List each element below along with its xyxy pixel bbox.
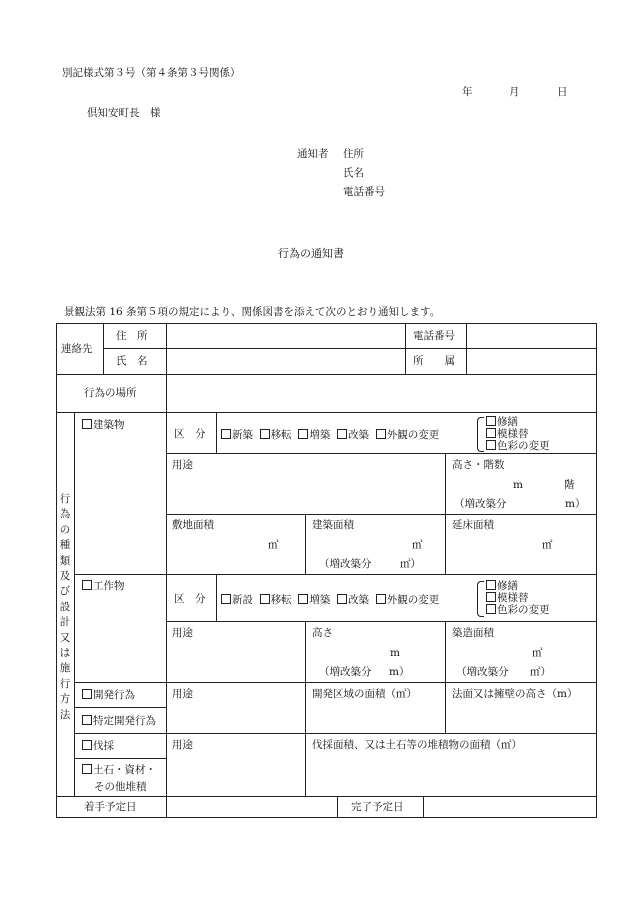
notifier-phone-label: 電話番号: [343, 186, 385, 198]
logging-usage-label: 用途: [172, 739, 193, 751]
structure-repair-opt[interactable]: [486, 604, 550, 616]
start-date-label: 着手予定日: [84, 801, 137, 813]
building-category-label: 区 分: [174, 428, 206, 440]
vertical-char: 行: [59, 493, 71, 505]
building-option[interactable]: [82, 419, 125, 431]
unit-m2: ㎡: [532, 647, 543, 659]
date-day-label: 日: [557, 86, 568, 98]
vertical-char: 方: [59, 693, 71, 706]
checkbox-icon[interactable]: [82, 764, 92, 774]
opt-label: 外観の変更: [386, 429, 440, 441]
opt-label: 新築: [232, 429, 253, 441]
opt-label: 増築: [309, 429, 331, 441]
height-floors-label: 高さ・階数: [452, 459, 505, 471]
slope-height-label: 法面又は擁壁の高さ（m）: [452, 688, 578, 700]
checkbox-icon[interactable]: [221, 429, 231, 439]
building-options: [221, 429, 439, 441]
contact-affiliation-label: 所 属: [413, 355, 455, 367]
unit-m: m: [513, 479, 523, 491]
development-usage-label: 用途: [172, 688, 193, 700]
intro-text: 景観法第 16 条第５項の規定により、関係図書を添えて次のとおり通知します。: [64, 306, 441, 318]
vertical-char: 及: [59, 570, 71, 583]
checkbox-icon[interactable]: [260, 594, 270, 604]
logging-area-label: 伐採面積、又は土石等の堆積物の面積（㎡）: [312, 739, 522, 751]
vertical-char: は: [59, 647, 71, 660]
opt-label: 改築: [348, 594, 370, 606]
unit-m2: ㎡: [268, 539, 279, 551]
addressee: 倶知安町長 様: [87, 107, 161, 119]
soil-label-2: その他堆積: [94, 781, 147, 793]
extension-label: （増改築分: [454, 498, 507, 510]
soil-option[interactable]: [82, 764, 156, 776]
building-repair-options: [486, 416, 550, 452]
end-date-label: 完了予定日: [351, 801, 404, 813]
unit-m2: ㎡: [542, 539, 553, 551]
building-opt-rebuild[interactable]: [337, 429, 369, 441]
building-repair-opt[interactable]: [486, 416, 550, 428]
checkbox-icon[interactable]: [486, 440, 496, 450]
building-opt-move[interactable]: [260, 429, 292, 441]
soil-label: 土石・資材・: [93, 764, 156, 776]
checkbox-icon[interactable]: [376, 594, 386, 604]
unit-m: m: [390, 647, 400, 659]
document-title: 行為の通知書: [278, 247, 344, 260]
structure-category-label: 区 分: [174, 593, 206, 605]
building-repair-opt[interactable]: [486, 440, 550, 452]
extension-close: ㎡）: [530, 666, 551, 678]
logging-option[interactable]: [82, 740, 114, 752]
checkbox-icon[interactable]: [298, 594, 308, 604]
site-area-label: 敷地面積: [172, 519, 214, 531]
checkbox-icon[interactable]: [486, 580, 496, 590]
vertical-char: 種: [59, 539, 71, 552]
contact-name-label: 氏 名: [116, 355, 148, 367]
structure-opt-new[interactable]: [221, 594, 253, 606]
checkbox-icon[interactable]: [486, 604, 496, 614]
extension-close: m）: [389, 666, 410, 678]
construction-area-label: 築造面積: [452, 627, 494, 639]
structure-opt-rebuild[interactable]: [337, 594, 369, 606]
checkbox-icon[interactable]: [82, 689, 92, 699]
opt-label: 修繕: [497, 416, 518, 428]
contact-address-label: 住 所: [116, 330, 148, 342]
checkbox-icon[interactable]: [82, 580, 92, 590]
checkbox-icon[interactable]: [260, 429, 270, 439]
structure-opt-facade[interactable]: [376, 594, 440, 606]
notifier-address-label: 住所: [343, 148, 364, 160]
opt-label: 色彩の変更: [497, 604, 550, 616]
opt-label: 新設: [232, 594, 253, 606]
opt-label: 外観の変更: [386, 594, 440, 606]
vertical-char: 設: [59, 600, 71, 613]
structure-usage-label: 用途: [172, 627, 193, 639]
building-opt-extend[interactable]: [298, 429, 330, 441]
checkbox-icon[interactable]: [82, 715, 92, 725]
development-option[interactable]: [82, 689, 135, 701]
extension-close: ㎡）: [400, 558, 421, 570]
building-area-label: 建築面積: [312, 519, 354, 531]
opt-label: 模様替: [497, 428, 529, 440]
vertical-char: び: [59, 585, 71, 598]
structure-options: [221, 594, 439, 606]
special-development-label: 特定開発行為: [93, 715, 156, 727]
vertical-char: 為: [59, 508, 71, 521]
opt-label: 増築: [309, 594, 331, 606]
structure-repair-opt[interactable]: [486, 592, 550, 604]
development-label: 開発行為: [93, 689, 135, 701]
structure-repair-opt[interactable]: [486, 580, 550, 592]
unit-m2: ㎡: [412, 539, 423, 551]
building-repair-opt[interactable]: [486, 428, 550, 440]
vertical-char: 法: [59, 708, 71, 721]
vertical-char: 施: [59, 662, 71, 675]
checkbox-icon[interactable]: [486, 592, 496, 602]
notifier-label: 通知者: [297, 148, 329, 160]
checkbox-icon[interactable]: [82, 419, 92, 429]
extension-label: （増改築分: [319, 666, 372, 678]
vertical-char: 類: [59, 554, 71, 567]
date-month-label: 月: [509, 86, 520, 98]
vertical-char: 行: [59, 677, 71, 690]
opt-label: 修繕: [497, 580, 518, 592]
date-year-label: 年: [462, 86, 473, 98]
checkbox-icon[interactable]: [376, 429, 386, 439]
checkbox-icon[interactable]: [486, 428, 496, 438]
notifier-name-label: 氏名: [343, 167, 364, 179]
notification-table: [56, 323, 597, 818]
opt-label: 色彩の変更: [497, 440, 550, 452]
brace-icon: [477, 417, 484, 452]
opt-label: 移転: [270, 594, 292, 606]
checkbox-icon[interactable]: [221, 594, 231, 604]
contact-phone-label: 電話番号: [413, 330, 455, 342]
brace-icon: [477, 581, 484, 617]
logging-label: 伐採: [93, 740, 114, 752]
opt-label: 改築: [348, 429, 370, 441]
vertical-char: 又: [59, 631, 71, 644]
structure-opt-extend[interactable]: [298, 594, 330, 606]
special-development-option[interactable]: [82, 715, 156, 727]
unit-floor: 階: [564, 479, 575, 491]
form-number: 別記様式第３号（第４条第３号関係）: [62, 67, 241, 79]
extension-close: m）: [565, 498, 586, 510]
opt-label: 模様替: [497, 592, 529, 604]
building-usage-label: 用途: [172, 459, 193, 471]
structure-height-label: 高さ: [312, 627, 333, 639]
structure-opt-move[interactable]: [260, 594, 292, 606]
structure-label: 工作物: [93, 580, 125, 592]
development-area-label: 開発区域の面積（㎡）: [312, 688, 417, 700]
opt-label: 移転: [270, 429, 292, 441]
vertical-char: の: [59, 523, 71, 536]
checkbox-icon[interactable]: [82, 740, 92, 750]
structure-option[interactable]: [82, 580, 125, 592]
checkbox-icon[interactable]: [337, 429, 347, 439]
building-label: 建築物: [93, 419, 125, 431]
vertical-char: 計: [59, 616, 71, 629]
building-opt-new[interactable]: [221, 429, 253, 441]
checkbox-icon[interactable]: [486, 416, 496, 426]
checkbox-icon[interactable]: [337, 594, 347, 604]
contact-label: 連絡先: [61, 343, 93, 355]
extension-label: （増改築分: [456, 666, 509, 678]
total-floor-area-label: 延床面積: [452, 519, 494, 531]
kind-and-method-vertical-label: [56, 492, 74, 723]
checkbox-icon[interactable]: [298, 429, 308, 439]
structure-repair-options: [486, 580, 550, 616]
building-opt-facade[interactable]: [376, 429, 440, 441]
extension-label: （増改築分: [319, 558, 372, 570]
place-label: 行為の場所: [84, 387, 137, 399]
